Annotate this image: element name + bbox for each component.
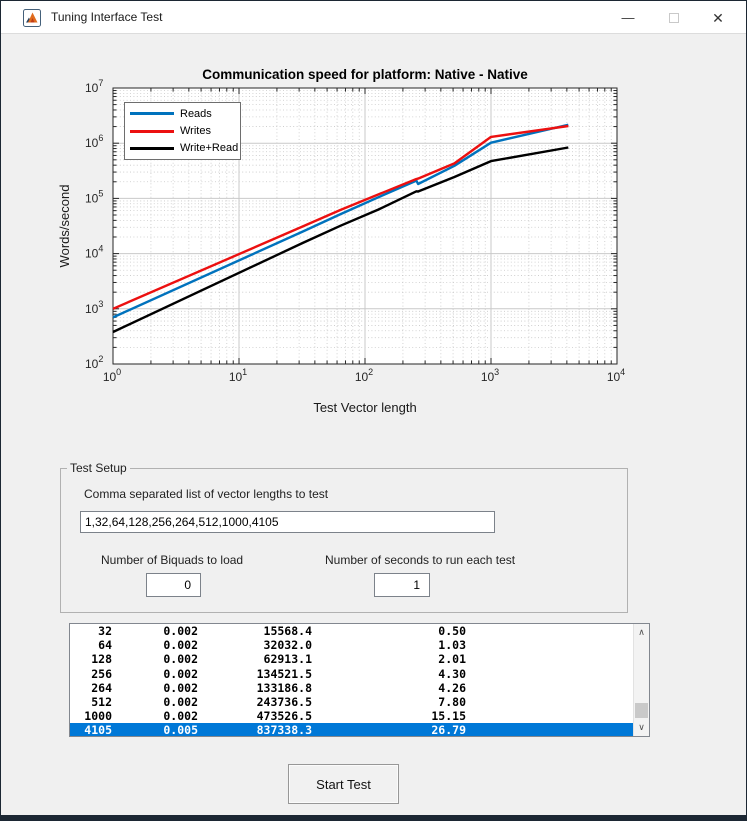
x-tick-label: $10^4$: [606, 367, 626, 384]
legend-label: Writes: [180, 125, 211, 137]
list-item[interactable]: [70, 624, 633, 638]
test-setup-group-label: Test Setup: [67, 461, 130, 475]
seconds-label: Number of seconds to run each test: [325, 553, 516, 567]
list-cell: 473526.5: [256, 709, 312, 724]
legend-line-sample: [130, 112, 174, 115]
list-cell: 0.005: [163, 723, 198, 736]
list-item[interactable]: [70, 695, 633, 709]
x-axis-label: Test Vector length: [313, 400, 417, 415]
title-bar[interactable]: [1, 1, 746, 34]
list-cell: 0.002: [163, 638, 198, 653]
results-rows: [70, 624, 633, 736]
scroll-up-button[interactable]: [634, 624, 649, 641]
list-cell: 26.79: [431, 723, 466, 736]
list-cell: 0.002: [163, 652, 198, 667]
list-cell: 133186.8: [256, 680, 312, 695]
vector-lengths-label: Comma separated list of vector lengths to test: [84, 487, 329, 501]
list-cell: 256: [91, 666, 112, 681]
list-cell: 0.002: [163, 624, 198, 638]
list-cell: 64: [98, 638, 112, 653]
y-tick-label: $10^3$: [85, 298, 104, 316]
speed-chart: [1, 37, 747, 467]
legend-item: [125, 105, 240, 122]
matlab-icon: [23, 9, 41, 27]
list-cell: 62913.1: [263, 652, 312, 667]
chart-legend: [124, 102, 241, 160]
close-button[interactable]: [698, 1, 738, 34]
biquads-label: Number of Biquads to load: [101, 553, 244, 567]
list-cell: 4.30: [438, 666, 466, 681]
list-cell: 264: [91, 680, 112, 695]
minimize-icon: —: [621, 10, 635, 25]
legend-item: [125, 123, 240, 140]
list-item[interactable]: [70, 681, 633, 695]
list-cell: 15568.4: [263, 624, 312, 638]
seconds-input[interactable]: [374, 573, 430, 597]
start-test-label: Start Test: [316, 776, 371, 792]
scroll-down-button[interactable]: [634, 719, 649, 736]
scrollbar-thumb[interactable]: [635, 703, 648, 718]
legend-line-sample: [130, 147, 174, 150]
chevron-up-icon: ∧: [638, 627, 645, 637]
x-tick-label: $10^3$: [480, 367, 500, 384]
list-item[interactable]: [70, 709, 633, 723]
start-test-button[interactable]: [288, 764, 399, 804]
list-cell: 1000: [84, 709, 112, 724]
legend-label: Write+Read: [180, 142, 239, 155]
list-cell: 32032.0: [263, 638, 312, 653]
y-tick-label: $10^4$: [85, 243, 104, 261]
list-cell: 512: [91, 694, 112, 709]
list-cell: 0.50: [438, 624, 466, 638]
y-tick-label: $10^2$: [85, 354, 104, 371]
list-cell: 0.002: [163, 666, 198, 681]
list-cell: 243736.5: [256, 694, 312, 709]
chart-title: Communication speed for platform: Native - Native: [202, 67, 528, 82]
maximize-icon: [669, 13, 679, 23]
list-cell: 134521.5: [256, 666, 312, 681]
legend-item: [125, 140, 240, 157]
y-tick-label: $10^6$: [85, 133, 104, 151]
minimize-button[interactable]: [608, 1, 648, 34]
list-item[interactable]: [70, 638, 633, 652]
list-cell: 2.01: [438, 652, 466, 667]
list-item[interactable]: [70, 667, 633, 681]
list-cell: 4105: [84, 723, 112, 736]
list-cell: 0.002: [163, 680, 198, 695]
list-cell: 0.002: [163, 709, 198, 724]
x-tick-label: $10^1$: [228, 367, 248, 384]
y-axis-label: Words/second: [57, 184, 72, 268]
maximize-button[interactable]: [654, 1, 694, 34]
list-item[interactable]: [70, 652, 633, 666]
window-title: Tuning Interface Test: [51, 10, 163, 24]
list-cell: 7.80: [438, 694, 466, 709]
list-cell: 128: [91, 652, 112, 667]
list-cell: 1.03: [438, 638, 466, 653]
biquads-input[interactable]: [146, 573, 201, 597]
list-item-selected[interactable]: [70, 723, 633, 736]
list-cell: 32: [98, 624, 112, 638]
list-cell: 4.26: [438, 680, 466, 695]
list-cell: 837338.3: [256, 723, 312, 736]
y-tick-label: $10^5$: [85, 188, 104, 206]
vector-lengths-input[interactable]: [80, 511, 495, 533]
legend-label: Reads: [180, 107, 212, 120]
listbox-scrollbar[interactable]: [633, 624, 649, 736]
x-tick-label: $10^2$: [354, 367, 374, 384]
list-cell: 0.002: [163, 694, 198, 709]
x-tick-label: $10^0$: [102, 367, 122, 384]
y-tick-label: $10^7$: [85, 78, 104, 95]
test-setup-group: [60, 461, 628, 613]
list-cell: 15.15: [431, 709, 466, 724]
close-icon: ✕: [712, 9, 724, 26]
results-listbox[interactable]: [69, 623, 650, 737]
legend-line-sample: [130, 130, 174, 133]
chevron-down-icon: ∨: [638, 722, 645, 732]
